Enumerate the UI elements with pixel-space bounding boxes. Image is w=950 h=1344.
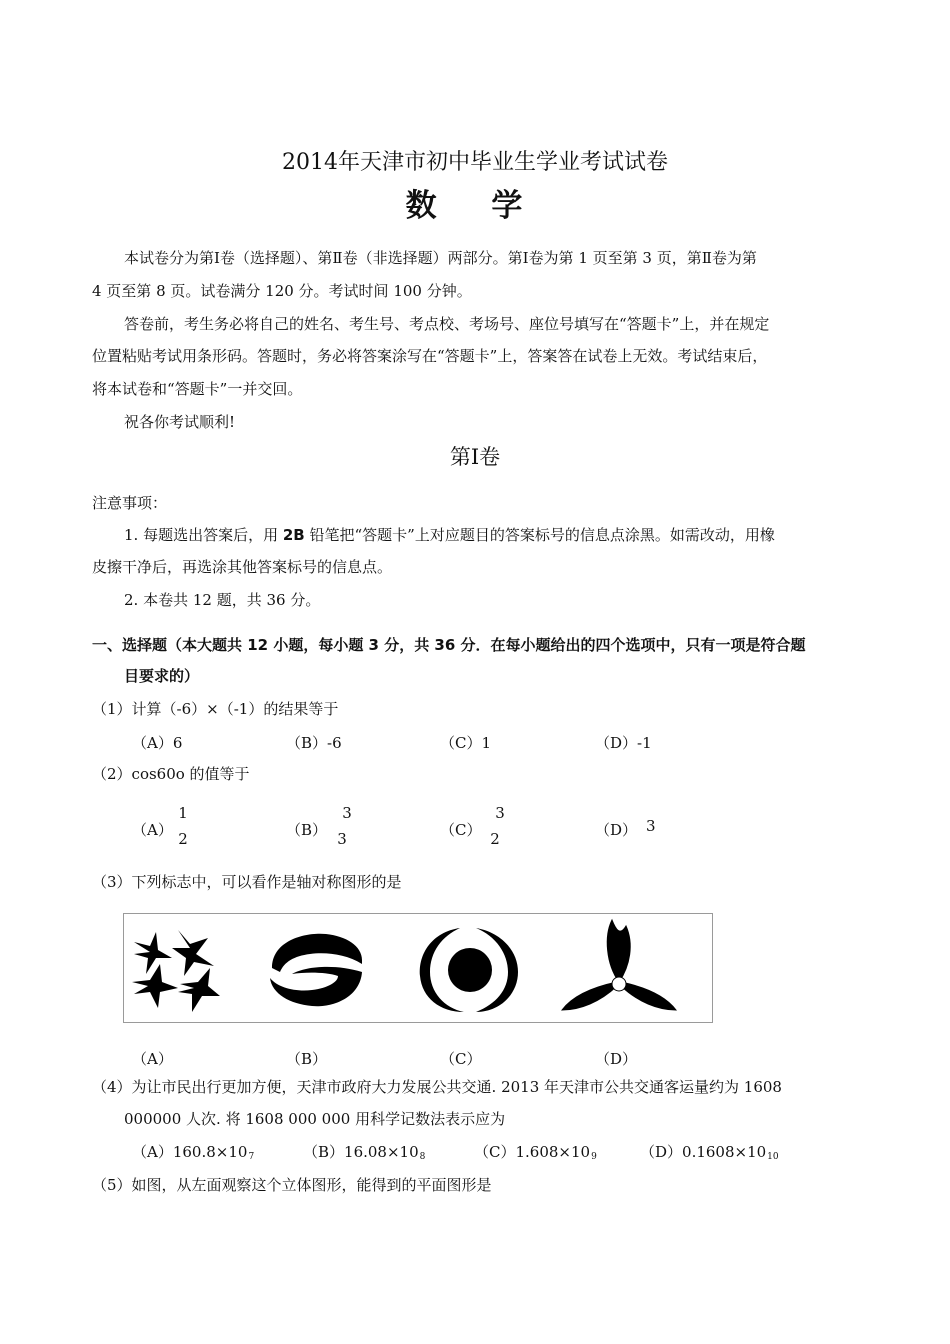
- q4-option-c-exponent: 9: [591, 1152, 597, 1162]
- q1-stem: （1）计算（-6）×（-1）的结果等于: [92, 700, 339, 718]
- q1-option-a: （A）6: [132, 734, 183, 752]
- q4-option-a: [132, 1141, 254, 1162]
- logo-c-circle-crescent-icon: [414, 924, 524, 1016]
- q1-option-b: （B）-6: [286, 734, 342, 752]
- q4-option-c-base: （C）1.608×10: [474, 1143, 591, 1161]
- q1-option-c: （C）1: [440, 734, 492, 752]
- q2-option-a-denominator: 2: [178, 830, 188, 848]
- q4-option-d-exponent: 10: [767, 1152, 779, 1162]
- q4-stem-line2: 000000 人次. 将 1608 000 000 用科学记数法表示应为: [124, 1110, 506, 1128]
- intro-line-1: 本试卷分为第Ⅰ卷（选择题）、第Ⅱ卷（非选择题）两部分。第Ⅰ卷为第 1 页至第 3 页，第Ⅱ卷为第: [124, 249, 757, 267]
- part1-heading: 第Ⅰ卷: [449, 445, 501, 469]
- exam-title: 2014年天津市初中毕业生学业考试试卷: [282, 150, 668, 175]
- q2-option-a-numerator: 1: [178, 804, 188, 822]
- intro-wish: 祝各你考试顺利!: [124, 413, 236, 431]
- notice-item-1-text-b: 铅笔把“答题卡”上对应题目的答案标号的信息点涂黑。如需改动，用橡: [304, 526, 775, 544]
- q2-option-d-label: （D）: [595, 821, 638, 839]
- q5-stem: （5）如图，从左面观察这个立体图形，能得到的平面图形是: [92, 1176, 492, 1194]
- q2-option-b-denominator: 3: [337, 830, 347, 848]
- q3-stem: （3）下列标志中，可以看作是轴对称图形的是: [92, 873, 402, 891]
- q3-option-a: （A）: [132, 1050, 173, 1068]
- q4-option-c: [474, 1141, 597, 1162]
- q4-option-a-exponent: 7: [248, 1152, 255, 1162]
- q2-option-d-value: 3: [646, 817, 656, 835]
- q4-option-b-base: （B）16.08×10: [303, 1143, 419, 1161]
- intro-line-3: 答卷前，考生务必将自己的姓名、考生号、考点校、考场号、座位号填写在“答题卡”上，并在规定: [124, 315, 770, 333]
- logo-b-split-ellipse-icon: [266, 928, 366, 1012]
- q2-option-b-label: （B）: [286, 821, 328, 839]
- q4-option-d: [640, 1141, 779, 1162]
- notice-label: 注意事项：: [92, 494, 168, 512]
- q3-option-b: （B）: [286, 1050, 328, 1068]
- subject-title: 数 学: [405, 188, 545, 224]
- notice-item-2: 2. 本卷共 12 题，共 36 分。: [124, 591, 321, 609]
- intro-line-5: 将本试卷和“答题卡”一并交回。: [92, 380, 303, 398]
- q4-option-d-base: （D）0.1608×10: [640, 1143, 767, 1161]
- section1-heading: 一、选择题（本大题共 12 小题，每小题 3 分，共 36 分．在每小题给出的四个选项中，只有一项是符合题: [92, 636, 806, 654]
- q1-option-d: （D）-1: [595, 734, 652, 752]
- q2-option-b-numerator: 3: [342, 804, 352, 822]
- q4-option-b-exponent: 8: [419, 1152, 426, 1162]
- q4-option-a-base: （A）160.8×10: [132, 1143, 248, 1161]
- q2-option-c-numerator: 3: [495, 804, 505, 822]
- q3-option-d: （D）: [595, 1050, 638, 1068]
- q3-figure-box: [123, 913, 713, 1023]
- notice-item-1-bold: 2B: [282, 526, 305, 544]
- logo-a-four-stars-icon: [128, 924, 224, 1016]
- q4-stem: （4）为让市民出行更加方便，天津市政府大力发展公共交通. 2013 年天津市公共交通客运量约为 1608: [92, 1078, 782, 1096]
- q2-option-c-label: （C）: [440, 821, 482, 839]
- intro-line-2: 4 页至第 8 页。试卷满分 120 分。考试时间 100 分钟。: [92, 282, 472, 300]
- q2-option-c-denominator: 2: [490, 830, 500, 848]
- q2-option-a-label: （A）: [132, 821, 173, 839]
- q3-option-c: （C）: [440, 1050, 482, 1068]
- notice-item-1: [124, 524, 775, 545]
- section1-heading-line2: 目要求的）: [124, 667, 200, 685]
- q4-option-b: [303, 1141, 425, 1162]
- notice-item-1-line2: 皮擦干净后，再选涂其他答案标号的信息点。: [92, 558, 393, 576]
- logo-d-three-petals-icon: [554, 916, 684, 1020]
- intro-line-4: 位置粘贴考试用条形码。答题时，务必将答案涂写在“答题卡”上，答案答在试卷上无效。考试结束后，: [92, 347, 768, 365]
- q2-stem: （2）cos60o 的值等于: [92, 765, 250, 783]
- notice-item-1-text-a: 1. 每题选出答案后，用: [124, 526, 283, 544]
